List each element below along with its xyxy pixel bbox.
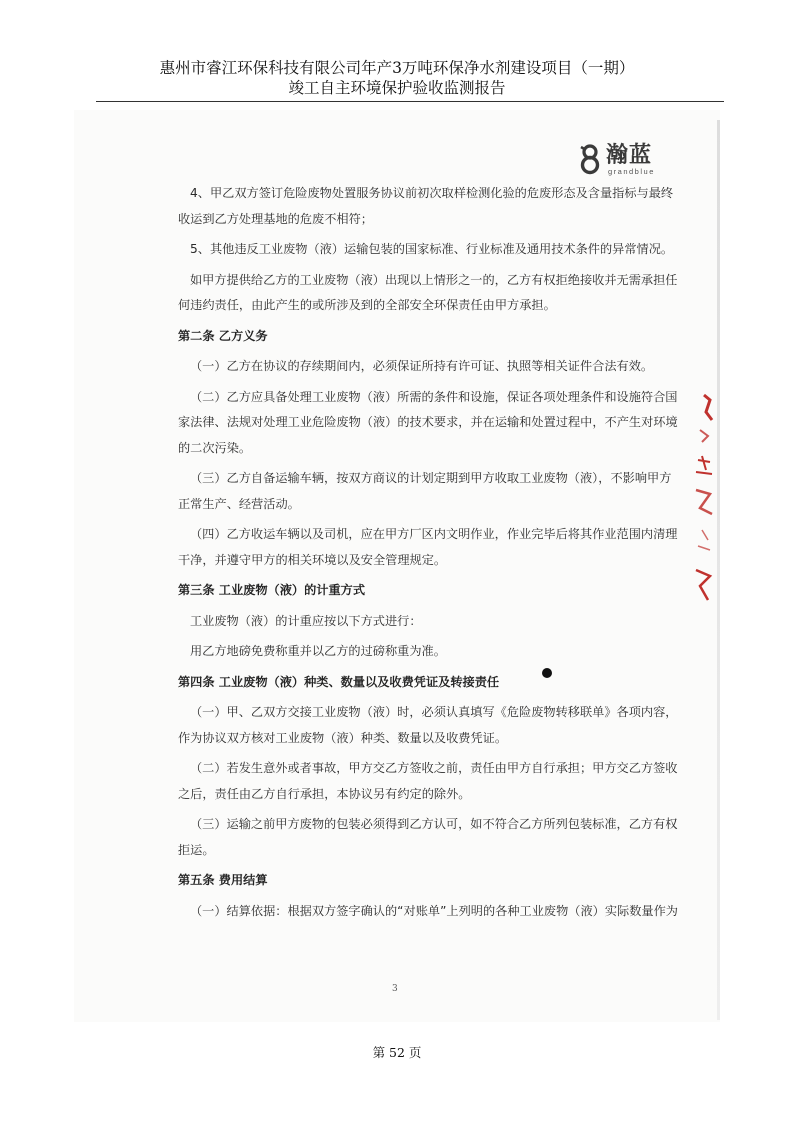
article-3-item-2: 用乙方地磅免费称重并以乙方的过磅称重为准。 <box>190 644 446 658</box>
heading-article-3: 第三条 工业废物（液）的计重方式 <box>178 583 366 597</box>
report-header <box>40 58 754 98</box>
article-2-item-4: （四）乙方收运车辆以及司机，应在甲方厂区内文明作业，作业完毕后将其作业范围内清理干净，并遵守甲方的相关环境以及安全管理规定。 <box>178 527 678 567</box>
article-4-item-2: （二）若发生意外或者事故，甲方交乙方签收之前，责任由甲方自行承担；甲方交乙方签收之后，责任由乙方自行承担，本协议另有约定的除外。 <box>178 761 678 801</box>
partial-seal-stamp <box>690 390 720 610</box>
heading-article-5: 第五条 费用结算 <box>178 873 268 887</box>
paragraph-refusal: 如甲方提供给乙方的工业废物（液）出现以上情形之一的，乙方有权拒绝接收并无需承担任何违约责任，由此产生的或所涉及到的全部安全环保责任由甲方承担。 <box>178 272 678 312</box>
article-5-item-1: （一）结算依据：根据双方签字确认的“对账单”上列明的各种工业废物（液）实际数量作为 <box>190 903 678 918</box>
heading-article-2: 第二条 乙方义务 <box>178 328 268 343</box>
article-2-item-2: （二）乙方应具备处理工业废物（液）所需的条件和设施，保证各项处理条件和设施符合国家法律、法规对处理工业危险废物（液）的技术要求，并在运输和处置过程中，不产生对环境的二次污染。 <box>178 389 678 455</box>
paragraph-condition-5: 5、其他违反工业废物（液）运输包装的国家标准、行业标准及通用技术条件的异常情况。 <box>190 242 674 256</box>
contract-body <box>178 181 678 924</box>
inner-page-number: 3 <box>392 984 398 994</box>
article-4-item-3: （三）运输之前甲方废物的包装必须得到乙方认可，如不符合乙方所列包装标准，乙方有权拒运。 <box>178 817 678 857</box>
heading-article-4: 第四条 工业废物（液）种类、数量以及收费凭证及转接责任 <box>178 674 500 689</box>
article-2-item-3: （三）乙方自备运输车辆，按双方商议的计划定期到甲方收取工业废物（液），不影响甲方正常生产、经营活动。 <box>178 471 672 511</box>
report-title-line-2: 竣工自主环境保护验收监测报告 <box>288 79 506 97</box>
report-title-line-1: 惠州市睿江环保科技有限公司年产3万吨环保净水剂建设项目（一期） <box>159 59 635 77</box>
page-footer: 第 52 页 <box>372 1045 422 1060</box>
article-4-item-1: （一）甲、乙双方交接工业废物（液）时，必须认真填写《危险废物转移联单》各项内容，作为协议双方核对工业废物（液）种类、数量以及收费凭证。 <box>178 705 678 745</box>
article-2-item-1: （一）乙方在协议的存续期间内，必须保证所持有许可证、执照等相关证件合法有效。 <box>190 359 654 373</box>
logo-text-cn: 瀚蓝 <box>606 143 653 168</box>
grandblue-logo-icon <box>578 143 604 175</box>
article-3-item-1: 工业废物（液）的计重应按以下方式进行： <box>190 613 422 628</box>
ink-dot <box>542 668 552 678</box>
company-logo <box>578 143 678 179</box>
header-divider <box>96 101 724 102</box>
paragraph-condition-4: 4、甲乙双方签订危险废物处置服务协议前初次取样检测化验的危废形态及含量指标与最终收运到乙方处理基地的危废不相符； <box>178 186 674 226</box>
logo-text-en: grandblue <box>608 167 655 176</box>
